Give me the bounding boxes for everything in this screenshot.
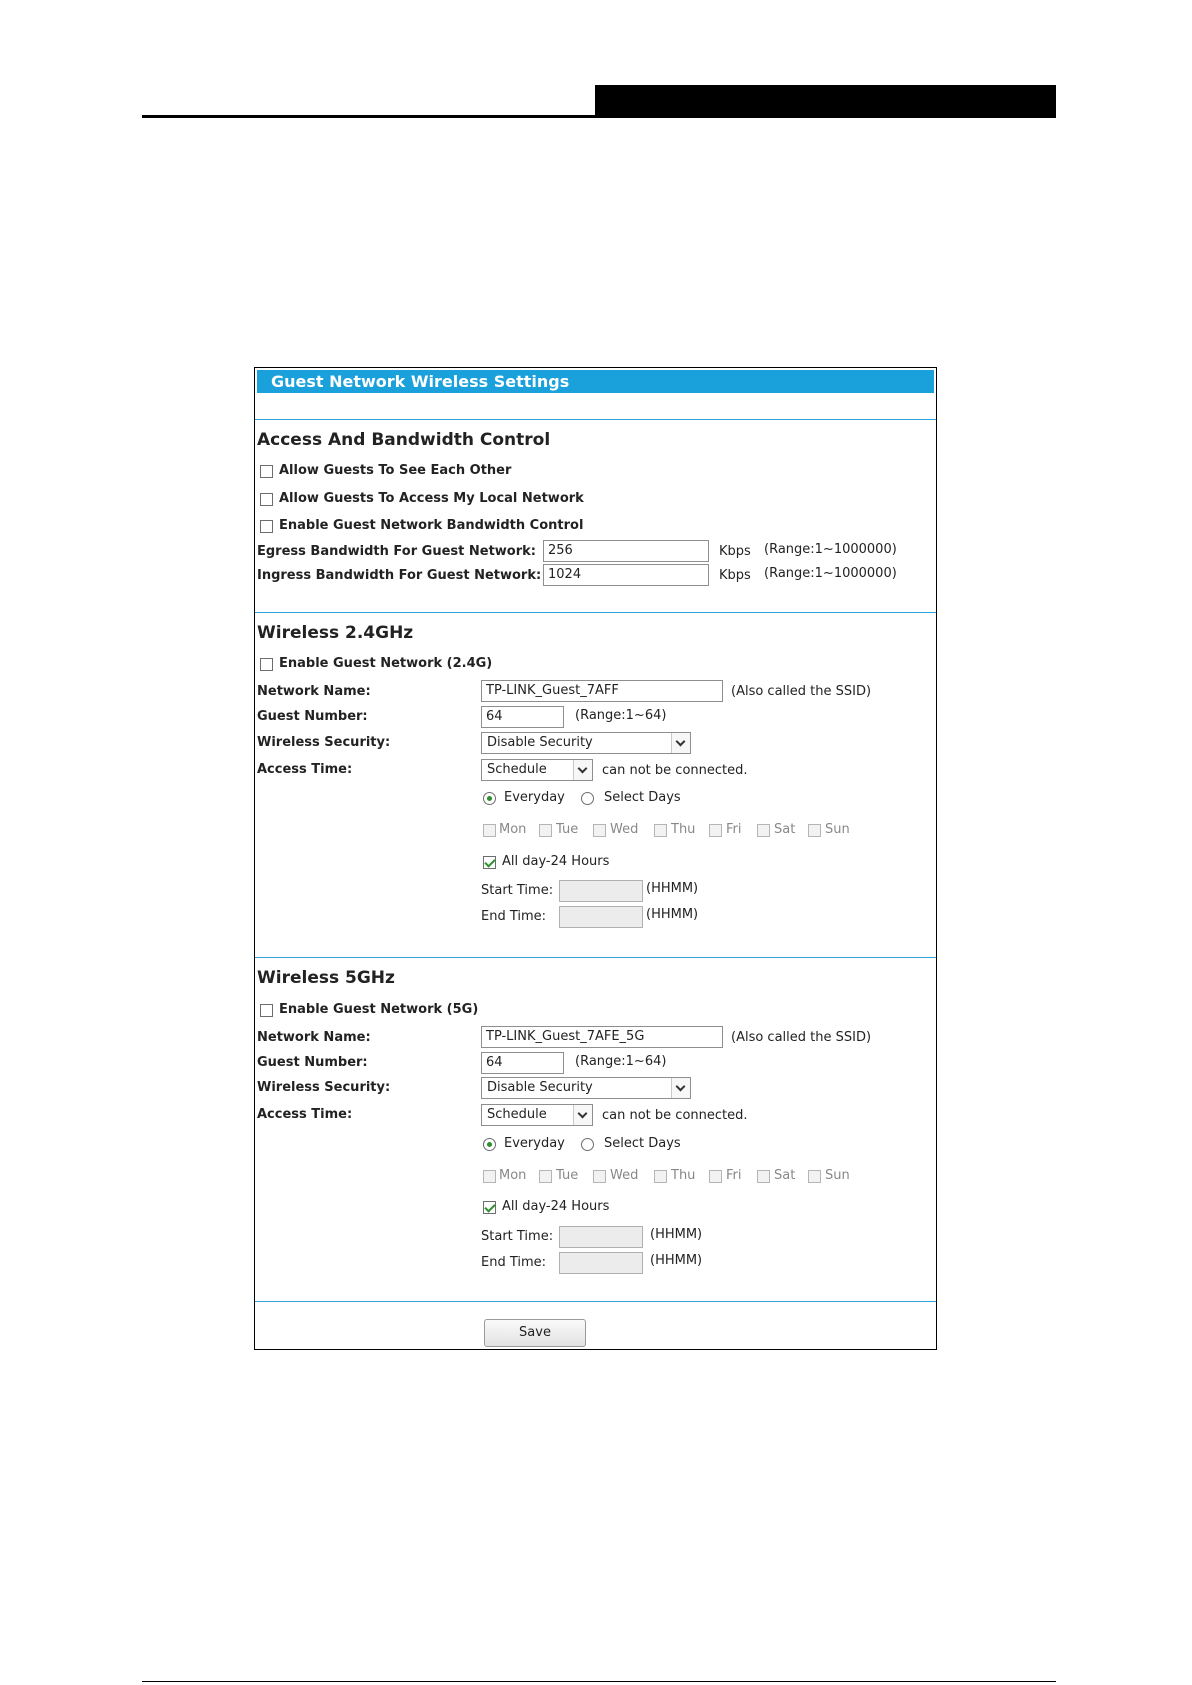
ingress-unit: Kbps (719, 568, 751, 583)
everyday-5-label: Everyday (504, 1136, 565, 1151)
end-time-24-input[interactable] (559, 906, 643, 928)
access-time-5-label: Access Time: (257, 1107, 353, 1122)
select-days-5-label: Select Days (604, 1136, 681, 1151)
mon-24-label: Mon (499, 822, 527, 837)
thu-24-checkbox[interactable] (654, 824, 667, 837)
guest-range-24: (Range:1~64) (575, 708, 667, 723)
mon-5-checkbox[interactable] (483, 1170, 496, 1183)
everyday-24-label: Everyday (504, 790, 565, 805)
chevron-down-icon (573, 1105, 592, 1125)
start-time-24-input[interactable] (559, 880, 643, 902)
end-hhmm-5: (HHMM) (650, 1253, 703, 1268)
fri-24-checkbox[interactable] (709, 824, 722, 837)
everyday-24-radio[interactable] (483, 792, 496, 805)
access-time-24-value: Schedule (487, 762, 547, 777)
panel-title: Guest Network Wireless Settings (257, 370, 934, 393)
start-time-5-label: Start Time: (481, 1229, 554, 1244)
fri-5-label: Fri (726, 1168, 742, 1183)
access-time-24-select[interactable] (481, 759, 593, 781)
wed-5-checkbox[interactable] (593, 1170, 606, 1183)
select-days-24-label: Select Days (604, 790, 681, 805)
access-time-24-label: Access Time: (257, 762, 353, 777)
wed-24-label: Wed (610, 822, 639, 837)
guest-network-panel (254, 367, 937, 1350)
guest-number-24-input[interactable]: 64 (481, 706, 564, 728)
access-time-5-select[interactable] (481, 1104, 593, 1126)
egress-label: Egress Bandwidth For Guest Network: (257, 544, 536, 559)
enable-guest-24-label: Enable Guest Network (2.4G) (279, 656, 493, 671)
divider (255, 419, 936, 420)
sun-5-label: Sun (825, 1168, 850, 1183)
divider (255, 1301, 936, 1302)
ssid-hint-24: (Also called the SSID) (731, 684, 872, 699)
ingress-input[interactable]: 1024 (543, 564, 709, 586)
allday-24-label: All day-24 Hours (502, 854, 610, 869)
start-time-24-label: Start Time: (481, 883, 554, 898)
chevron-down-icon (671, 1078, 690, 1098)
ssid-hint-5: (Also called the SSID) (731, 1030, 872, 1045)
security-5-value: Disable Security (487, 1080, 593, 1095)
tue-24-label: Tue (556, 822, 579, 837)
select-days-24-radio[interactable] (581, 792, 594, 805)
access-time-5-note: can not be connected. (602, 1108, 748, 1123)
security-5-select[interactable] (481, 1077, 691, 1099)
enable-guest-5-checkbox[interactable] (260, 1004, 273, 1017)
divider (255, 612, 936, 613)
everyday-5-radio[interactable] (483, 1138, 496, 1151)
allow-local-network-checkbox[interactable] (260, 493, 273, 506)
enable-bandwidth-label: Enable Guest Network Bandwidth Control (279, 518, 584, 533)
ingress-label: Ingress Bandwidth For Guest Network: (257, 568, 542, 583)
network-name-24-label: Network Name: (257, 684, 371, 699)
egress-input[interactable]: 256 (543, 540, 709, 562)
access-time-5-value: Schedule (487, 1107, 547, 1122)
save-button[interactable]: Save (484, 1319, 586, 1347)
sat-24-label: Sat (774, 822, 796, 837)
access-time-24-note: can not be connected. (602, 763, 748, 778)
end-time-5-input[interactable] (559, 1252, 643, 1274)
guest-number-5-input[interactable]: 64 (481, 1052, 564, 1074)
access-section-title: Access And Bandwidth Control (257, 430, 551, 450)
network-name-24-input[interactable]: TP-LINK_Guest_7AFF (481, 680, 723, 702)
enable-bandwidth-checkbox[interactable] (260, 520, 273, 533)
guest-number-5-label: Guest Number: (257, 1055, 368, 1070)
start-hhmm-24: (HHMM) (646, 881, 699, 896)
chevron-down-icon (671, 733, 690, 753)
allday-5-label: All day-24 Hours (502, 1199, 610, 1214)
thu-5-label: Thu (671, 1168, 696, 1183)
sun-24-label: Sun (825, 822, 850, 837)
divider (255, 957, 936, 958)
mon-5-label: Mon (499, 1168, 527, 1183)
network-name-5-label: Network Name: (257, 1030, 371, 1045)
network-name-5-input[interactable]: TP-LINK_Guest_7AFE_5G (481, 1026, 723, 1048)
wireless-5-title: Wireless 5GHz (257, 968, 395, 988)
wed-5-label: Wed (610, 1168, 639, 1183)
guest-range-5: (Range:1~64) (575, 1054, 667, 1069)
wed-24-checkbox[interactable] (593, 824, 606, 837)
enable-guest-24-checkbox[interactable] (260, 658, 273, 671)
security-24-value: Disable Security (487, 735, 593, 750)
security-5-label: Wireless Security: (257, 1080, 391, 1095)
allday-24-checkbox[interactable] (483, 856, 496, 869)
header-rule (142, 115, 1056, 118)
thu-5-checkbox[interactable] (654, 1170, 667, 1183)
sat-5-checkbox[interactable] (757, 1170, 770, 1183)
header-black-box (595, 85, 1056, 117)
start-hhmm-5: (HHMM) (650, 1227, 703, 1242)
sat-5-label: Sat (774, 1168, 796, 1183)
sun-5-checkbox[interactable] (808, 1170, 821, 1183)
tue-24-checkbox[interactable] (539, 824, 552, 837)
allday-5-checkbox[interactable] (483, 1201, 496, 1214)
wireless-24-title: Wireless 2.4GHz (257, 623, 414, 643)
security-24-select[interactable] (481, 732, 691, 754)
egress-unit: Kbps (719, 544, 751, 559)
security-24-label: Wireless Security: (257, 735, 391, 750)
end-time-5-label: End Time: (481, 1255, 547, 1270)
tue-5-checkbox[interactable] (539, 1170, 552, 1183)
allow-local-network-label: Allow Guests To Access My Local Network (279, 491, 584, 506)
thu-24-label: Thu (671, 822, 696, 837)
mon-24-checkbox[interactable] (483, 824, 496, 837)
chevron-down-icon (573, 760, 592, 780)
tue-5-label: Tue (556, 1168, 579, 1183)
fri-24-label: Fri (726, 822, 742, 837)
footer-rule (142, 1681, 1056, 1682)
select-days-5-radio[interactable] (581, 1138, 594, 1151)
allow-see-each-other-checkbox[interactable] (260, 465, 273, 478)
allow-see-each-other-label: Allow Guests To See Each Other (279, 463, 512, 478)
egress-range: (Range:1~1000000) (764, 542, 897, 557)
sun-24-checkbox[interactable] (808, 824, 821, 837)
ingress-range: (Range:1~1000000) (764, 566, 897, 581)
fri-5-checkbox[interactable] (709, 1170, 722, 1183)
enable-guest-5-label: Enable Guest Network (5G) (279, 1002, 479, 1017)
start-time-5-input[interactable] (559, 1226, 643, 1248)
sat-24-checkbox[interactable] (757, 824, 770, 837)
end-hhmm-24: (HHMM) (646, 907, 699, 922)
guest-number-24-label: Guest Number: (257, 709, 368, 724)
end-time-24-label: End Time: (481, 909, 547, 924)
